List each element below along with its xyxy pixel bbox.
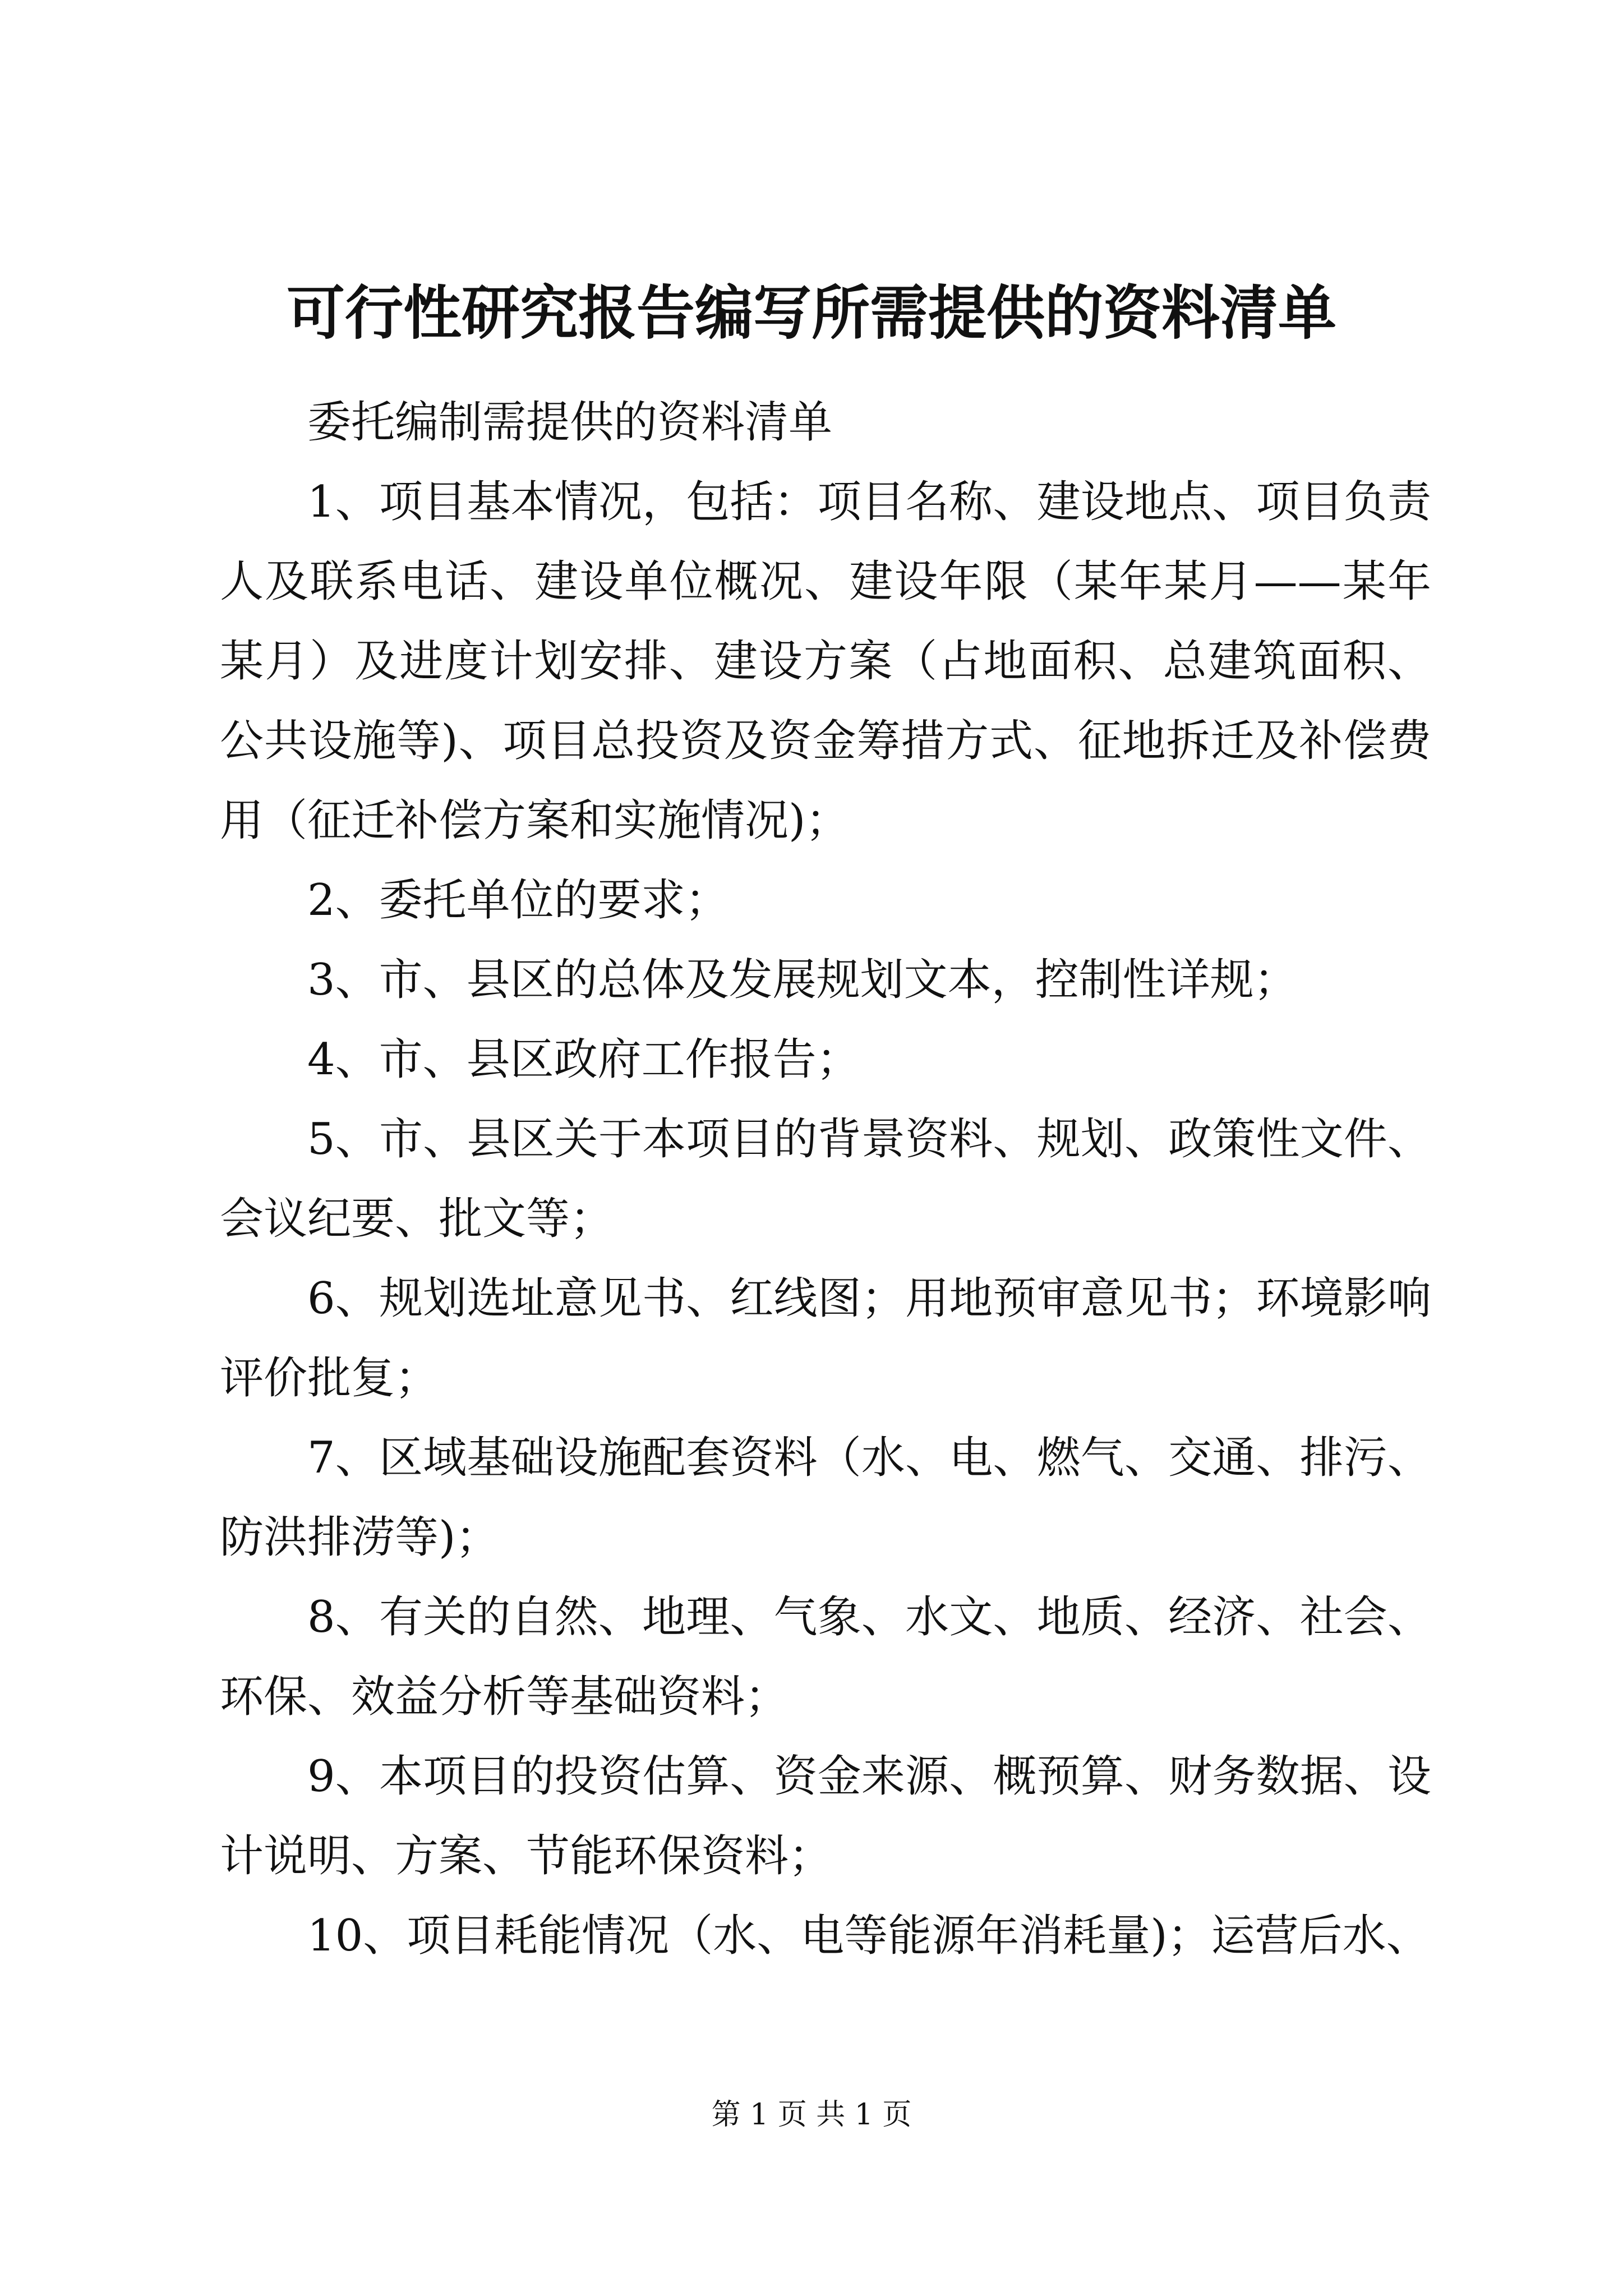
- paragraph-intro: 委托编制需提供的资料清单: [307, 397, 833, 448]
- paragraph-item-4: 4、市、县区政府工作报告；: [307, 1034, 860, 1085]
- paragraph-item-8: 8、有关的自然、地理、气象、水文、地质、经济、社会、环保、效益分析等基础资料；: [220, 1592, 1431, 1722]
- paragraph-item-5: 5、市、县区关于本项目的背景资料、规划、政策性文件、会议纪要、批文等；: [220, 1114, 1431, 1244]
- page-title: 可行性研究报告编写所需提供的资料清单: [286, 278, 1336, 347]
- paragraph-item-1: 1、项目基本情况，包括：项目名称、建设地点、项目负责人及联系电话、建设单位概况、建设年限（某年某月——某年某月）及进度计划安排、建设方案（占地面积、总建筑面积、公共设施等)、项目总投资及资金筹措方式、征地拆迁及补偿费用（征迁补偿方案和实施情况)；: [220, 477, 1431, 846]
- paragraph-item-9: 9、本项目的投资估算、资金来源、概预算、财务数据、设计说明、方案、节能环保资料；: [220, 1751, 1431, 1881]
- paragraph-item-7: 7、区域基础设施配套资料（水、电、燃气、交通、排污、防洪排涝等)；: [220, 1433, 1431, 1563]
- page-footer: 第 1 页 共 1 页: [711, 2098, 912, 2132]
- document-body: [220, 383, 1431, 1976]
- paragraph-item-2: 2、委托单位的要求；: [307, 875, 729, 926]
- paragraph-item-10: 10、项目耗能情况（水、电等能源年消耗量)；运营后水、: [307, 1911, 1430, 1961]
- paragraph-item-6: 6、规划选址意见书、红线图；用地预审意见书；环境影响评价批复；: [220, 1273, 1431, 1404]
- paragraph-item-3: 3、市、县区的总体及发展规划文本，控制性详规；: [307, 955, 1298, 1005]
